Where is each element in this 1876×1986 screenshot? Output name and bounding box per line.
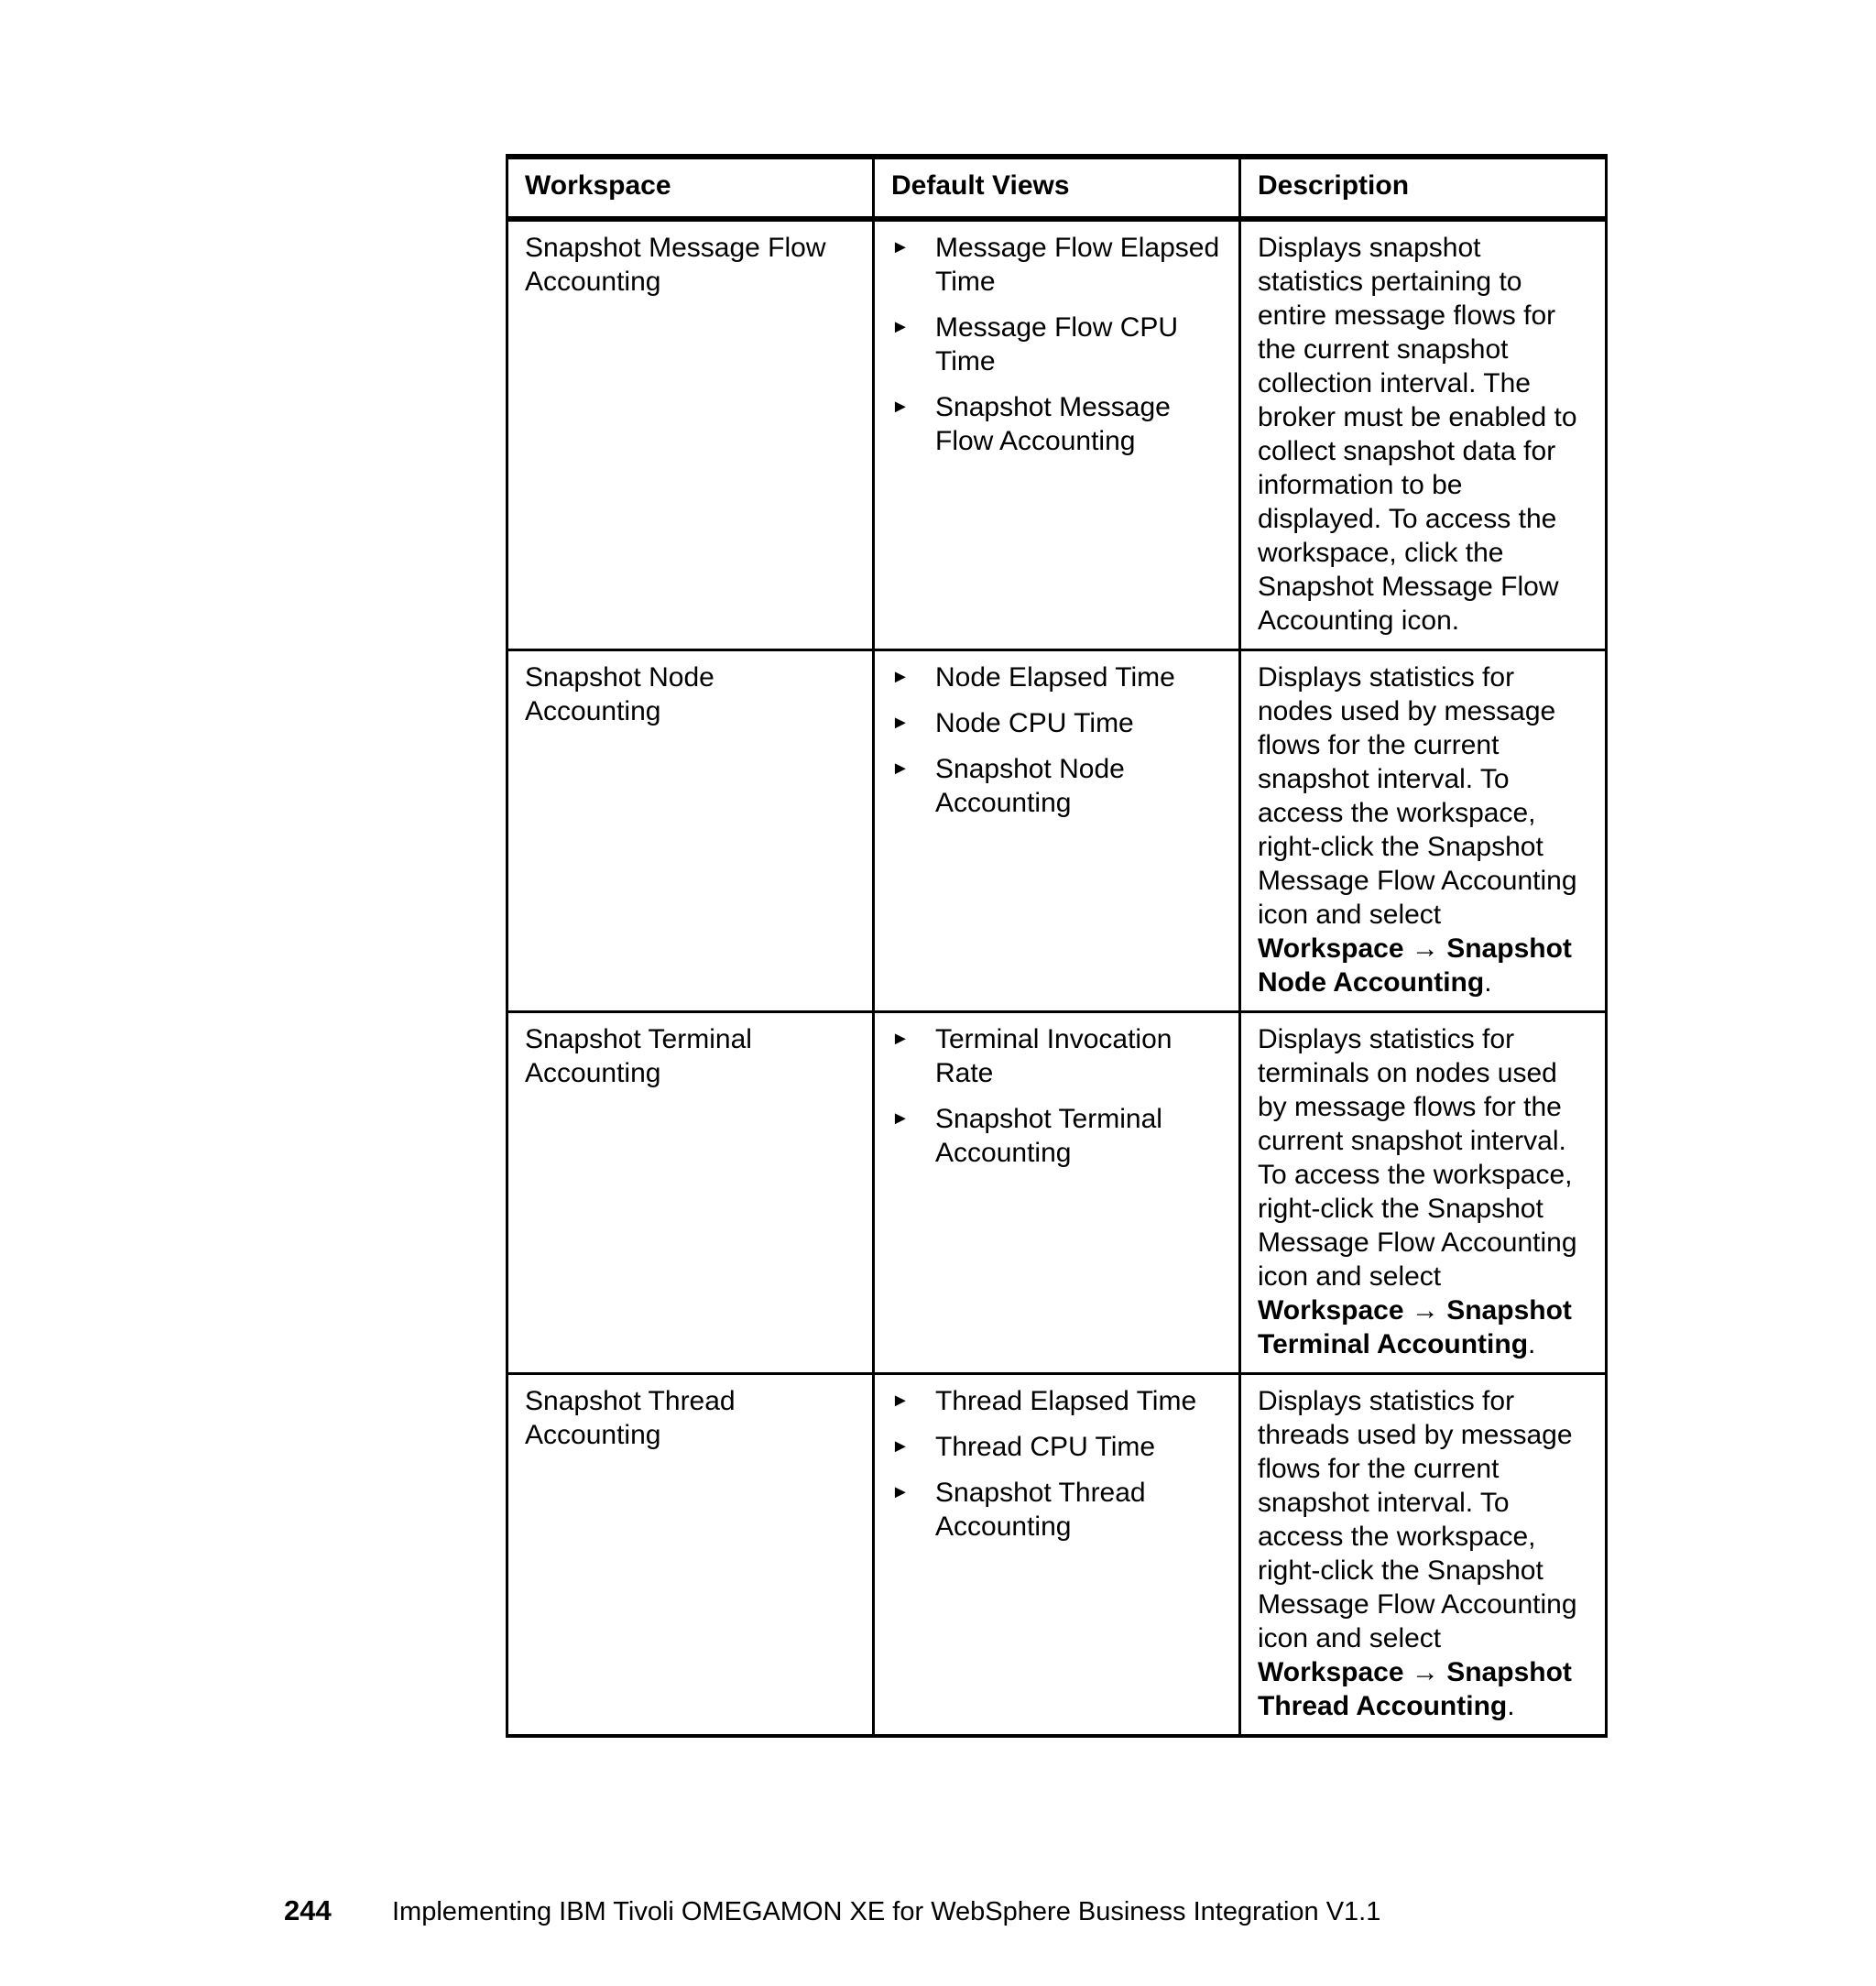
view-name: Snapshot Node Accounting	[935, 754, 1125, 818]
menu-path: Workspace	[1258, 933, 1404, 964]
sentence-end: .	[1507, 1691, 1515, 1721]
triangle-right-icon: ►	[891, 713, 910, 733]
menu-path: Workspace	[1258, 1295, 1404, 1326]
workspace-table	[506, 154, 1608, 1738]
sentence-end: .	[1528, 1329, 1536, 1359]
view-name: Thread Elapsed Time	[935, 1386, 1197, 1416]
description-text: Displays snapshot statistics pertaining to entire message flows for the current snapshot collection interval. The broker must be enabled to collect snapshot data for information to be displayed. To access the workspace, click the Snapshot Message Flow Accounting icon.	[1258, 233, 1577, 636]
triangle-right-icon: ►	[891, 1108, 910, 1129]
menu-arrow: →	[1411, 933, 1439, 964]
default-views-cell	[874, 1374, 1240, 1737]
list-item	[891, 1022, 1222, 1090]
view-name: Message Flow CPU Time	[935, 312, 1179, 376]
triangle-right-icon: ►	[891, 758, 910, 779]
triangle-right-icon: ►	[891, 397, 910, 417]
triangle-right-icon: ►	[891, 237, 910, 257]
workspace-name: Snapshot Message Flow Accounting	[525, 233, 826, 297]
page-number: 244	[284, 1894, 332, 1926]
workspace-name: Snapshot Node Accounting	[525, 662, 714, 726]
list-item	[891, 660, 1222, 694]
description-cell	[1240, 650, 1607, 1012]
triangle-right-icon: ►	[891, 1391, 910, 1411]
description-cell	[1240, 1374, 1607, 1737]
default-views-list	[891, 231, 1222, 458]
default-views-list	[891, 1022, 1222, 1170]
table-row	[507, 219, 1607, 650]
view-name: Snapshot Thread Accounting	[935, 1478, 1146, 1542]
workspace-cell	[507, 1012, 874, 1374]
list-item	[891, 706, 1222, 740]
list-item	[891, 1384, 1222, 1418]
triangle-right-icon: ►	[891, 667, 910, 687]
list-item	[891, 1430, 1222, 1464]
view-name: Snapshot Message Flow Accounting	[935, 392, 1171, 456]
header-description: Description	[1240, 157, 1607, 219]
header-workspace: Workspace	[507, 157, 874, 219]
book-title: Implementing IBM Tivoli OMEGAMON XE for WebSphere Business Integration V1.1	[392, 1897, 1381, 1926]
description-text: Displays statistics for terminals on nodes used by message flows for the current snapshot interval. To access the workspace, right-click the Snapshot Message Flow Accounting icon and select	[1258, 1024, 1577, 1292]
view-name: Snapshot Terminal Accounting	[935, 1104, 1162, 1168]
list-item	[891, 752, 1222, 820]
default-views-list	[891, 1384, 1222, 1544]
default-views-cell	[874, 1012, 1240, 1374]
menu-arrow: →	[1411, 1295, 1439, 1326]
workspace-cell	[507, 219, 874, 650]
default-views-cell	[874, 650, 1240, 1012]
view-name: Node Elapsed Time	[935, 662, 1175, 693]
table-header-row	[507, 157, 1607, 219]
menu-arrow: →	[1411, 1657, 1439, 1687]
view-name: Thread CPU Time	[935, 1432, 1156, 1462]
list-item	[891, 1476, 1222, 1544]
list-item	[891, 1102, 1222, 1170]
workspace-name: Snapshot Terminal Accounting	[525, 1024, 752, 1088]
page-footer	[284, 1893, 1380, 1930]
view-name: Terminal Invocation Rate	[935, 1024, 1172, 1088]
table-row	[507, 1012, 1607, 1374]
view-name: Node CPU Time	[935, 708, 1134, 738]
header-default-views: Default Views	[874, 157, 1240, 219]
workspace-cell	[507, 650, 874, 1012]
menu-target: Snapshot Thread Accounting	[1258, 1657, 1572, 1721]
description-cell	[1240, 1012, 1607, 1374]
triangle-right-icon: ►	[891, 1436, 910, 1457]
list-item	[891, 311, 1222, 378]
triangle-right-icon: ►	[891, 1029, 910, 1049]
table-row	[507, 650, 1607, 1012]
menu-target: Snapshot Terminal Accounting	[1258, 1295, 1572, 1359]
default-views-cell	[874, 219, 1240, 650]
description-text: Displays statistics for nodes used by message flows for the current snapshot interval. To access the workspace, right-click the Snapshot Message Flow Accounting icon and select	[1258, 662, 1577, 930]
triangle-right-icon: ►	[891, 317, 910, 337]
table-row	[507, 1374, 1607, 1737]
list-item	[891, 231, 1222, 299]
triangle-right-icon: ►	[891, 1482, 910, 1502]
view-name: Message Flow Elapsed Time	[935, 233, 1220, 297]
menu-target: Snapshot Node Accounting	[1258, 933, 1572, 998]
description-text: Displays statistics for threads used by message flows for the current snapshot interval. To access the workspace, right-click the Snapshot Message Flow Accounting icon and select	[1258, 1386, 1577, 1653]
description-cell	[1240, 219, 1607, 650]
menu-path: Workspace	[1258, 1657, 1404, 1687]
workspace-cell	[507, 1374, 874, 1737]
sentence-end: .	[1484, 967, 1492, 998]
default-views-list	[891, 660, 1222, 820]
workspace-name: Snapshot Thread Accounting	[525, 1386, 736, 1450]
list-item	[891, 390, 1222, 458]
